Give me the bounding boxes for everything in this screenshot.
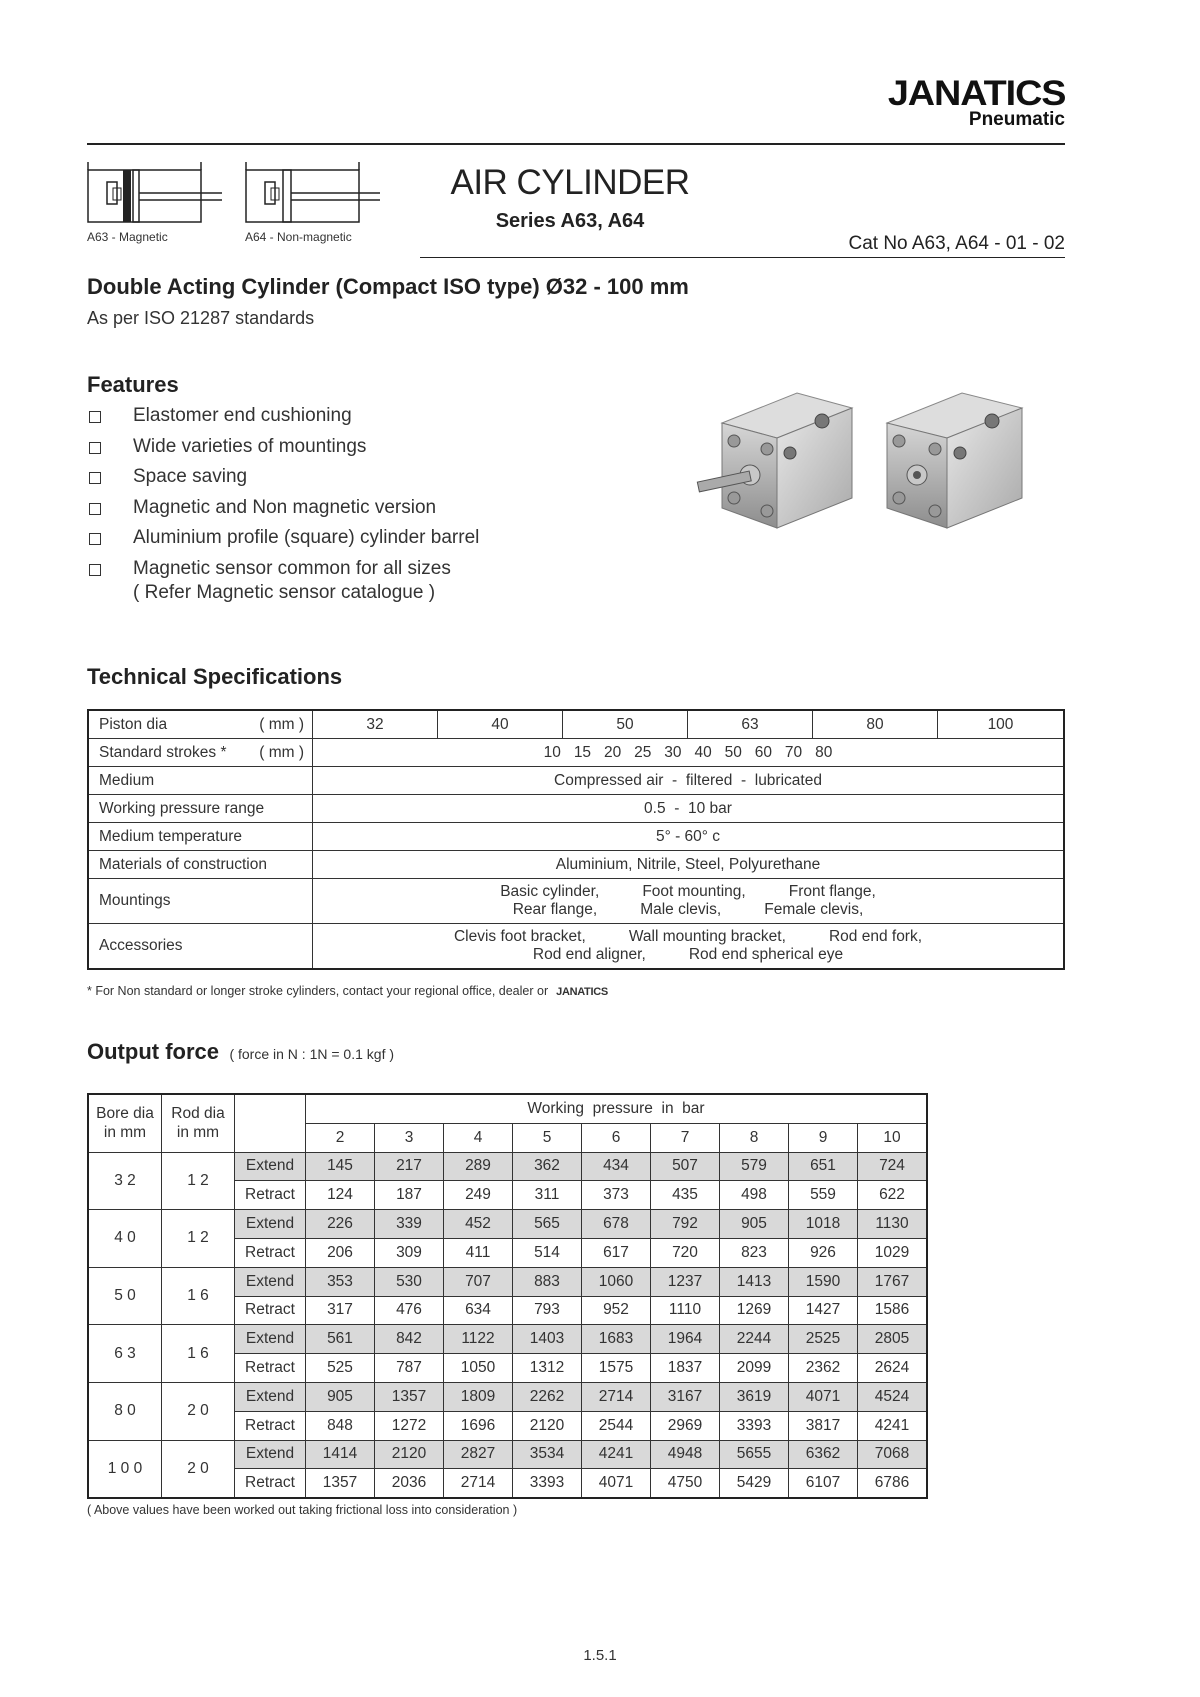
direction-header	[235, 1094, 306, 1152]
force-value-cell: 1357	[306, 1469, 375, 1498]
force-value-cell: 2714	[444, 1469, 513, 1498]
table-row	[88, 851, 1064, 879]
table-row	[88, 1325, 927, 1354]
checkbox-bullet-icon	[89, 442, 101, 454]
force-value-cell: 1029	[858, 1238, 928, 1267]
force-value-cell: 634	[444, 1296, 513, 1325]
output-title: Output force	[87, 1039, 219, 1064]
table-row	[88, 710, 1064, 739]
retract-label: Retract	[235, 1238, 306, 1267]
force-value-cell: 1018	[789, 1210, 858, 1239]
checkbox-bullet-icon	[89, 564, 101, 576]
table-cell: Basic cylinder, Foot mounting, Front flange, Rear flange, Male clevis, Female clevis,	[313, 879, 1065, 924]
force-value-cell: 651	[789, 1152, 858, 1181]
brand-mini-logo: JANATICS	[556, 986, 608, 998]
force-value-cell: 1767	[858, 1267, 928, 1296]
force-value-cell: 3393	[513, 1469, 582, 1498]
force-value-cell: 1586	[858, 1296, 928, 1325]
table-cell: 32	[313, 710, 438, 739]
title-rule	[420, 257, 1065, 258]
force-value-cell: 1110	[651, 1296, 720, 1325]
force-value-cell: 3393	[720, 1411, 789, 1440]
force-value-cell: 792	[651, 1210, 720, 1239]
force-value-cell: 2969	[651, 1411, 720, 1440]
checkbox-bullet-icon	[89, 533, 101, 545]
product-heading: Double Acting Cylinder (Compact ISO type) Ø32 - 100 mm	[87, 274, 689, 299]
checkbox-bullet-icon	[89, 503, 101, 515]
force-value-cell: 289	[444, 1152, 513, 1181]
force-value-cell: 124	[306, 1181, 375, 1210]
force-value-cell: 905	[720, 1210, 789, 1239]
standard-note: As per ISO 21287 standards	[87, 308, 315, 328]
table-cell: 10 15 20 25 30 40 50 60 70 80	[313, 739, 1065, 767]
rod-header: Rod dia in mm	[162, 1094, 235, 1152]
table-cell: 50	[563, 710, 688, 739]
rod-cell: 1 2	[162, 1152, 235, 1210]
rod-cell: 1 6	[162, 1325, 235, 1383]
pressure-col-header: 9	[789, 1123, 858, 1152]
force-value-cell: 525	[306, 1354, 375, 1383]
table-row	[88, 1210, 927, 1239]
output-force-body	[88, 1094, 927, 1498]
force-value-cell: 1837	[651, 1354, 720, 1383]
specs-title: Technical Specifications	[87, 664, 343, 689]
force-value-cell: 2827	[444, 1440, 513, 1469]
force-value-cell: 1403	[513, 1325, 582, 1354]
spec-label: Standard strokes * ( mm )	[88, 739, 313, 767]
table-cell: 5° - 60° c	[313, 823, 1065, 851]
pressure-col-header: 8	[720, 1123, 789, 1152]
non-magnetic-cylinder-symbol-icon	[245, 160, 385, 230]
spec-footnote: * For Non standard or longer stroke cylinders, contact your regional office, dealer or JANATICS	[87, 984, 608, 998]
brand-sub: Pneumatic	[968, 109, 1065, 130]
force-value-cell: 1130	[858, 1210, 928, 1239]
spec-label: Accessories	[88, 924, 313, 970]
force-value-cell: 2099	[720, 1354, 789, 1383]
force-value-cell: 1269	[720, 1296, 789, 1325]
force-value-cell: 1964	[651, 1325, 720, 1354]
table-cell: 0.5 - 10 bar	[313, 795, 1065, 823]
force-value-cell: 2120	[375, 1440, 444, 1469]
force-value-cell: 317	[306, 1296, 375, 1325]
force-value-cell: 1809	[444, 1382, 513, 1411]
spec-label: Piston dia ( mm )	[88, 710, 313, 739]
pressure-col-header: 6	[582, 1123, 651, 1152]
force-value-cell: 883	[513, 1267, 582, 1296]
checkbox-bullet-icon	[89, 472, 101, 484]
page-number: 1.5.1	[583, 1647, 617, 1664]
table-cell: 100	[938, 710, 1065, 739]
spec-label: Medium temperature	[88, 823, 313, 851]
force-value-cell: 411	[444, 1238, 513, 1267]
cylinder-product-photo	[692, 383, 1037, 558]
series-label: Series A63, A64	[495, 210, 645, 232]
force-value-cell: 1427	[789, 1296, 858, 1325]
force-value-cell: 1590	[789, 1267, 858, 1296]
force-value-cell: 3619	[720, 1382, 789, 1411]
retract-label: Retract	[235, 1354, 306, 1383]
table-cell: Clevis foot bracket, Wall mounting bracket, Rod end fork, Rod end aligner, Rod end spherical eye	[313, 924, 1065, 970]
spec-table	[87, 709, 1065, 970]
magnetic-cylinder-symbol-icon	[87, 160, 227, 230]
force-value-cell: 2262	[513, 1382, 582, 1411]
force-value-cell: 952	[582, 1296, 651, 1325]
force-value-cell: 4241	[858, 1411, 928, 1440]
extend-label: Extend	[235, 1325, 306, 1354]
symbol-caption-magnetic: A63 - Magnetic	[87, 230, 168, 244]
table-cell: 80	[813, 710, 938, 739]
bore-header: Bore dia in mm	[88, 1094, 162, 1152]
spec-label: Mountings	[88, 879, 313, 924]
force-value-cell: 1237	[651, 1267, 720, 1296]
force-value-cell: 2036	[375, 1469, 444, 1498]
force-value-cell: 1414	[306, 1440, 375, 1469]
retract-label: Retract	[235, 1469, 306, 1498]
pressure-col-header: 10	[858, 1123, 928, 1152]
force-value-cell: 435	[651, 1181, 720, 1210]
force-value-cell: 2244	[720, 1325, 789, 1354]
symbol-caption-non-magnetic: A64 - Non-magnetic	[245, 230, 352, 244]
force-value-cell: 1060	[582, 1267, 651, 1296]
force-value-cell: 4948	[651, 1440, 720, 1469]
extend-label: Extend	[235, 1267, 306, 1296]
force-value-cell: 823	[720, 1238, 789, 1267]
force-value-cell: 559	[789, 1181, 858, 1210]
force-value-cell: 2120	[513, 1411, 582, 1440]
force-value-cell: 1683	[582, 1325, 651, 1354]
force-value-cell: 926	[789, 1238, 858, 1267]
force-value-cell: 145	[306, 1152, 375, 1181]
rod-cell: 1 2	[162, 1210, 235, 1268]
force-value-cell: 5429	[720, 1469, 789, 1498]
force-value-cell: 249	[444, 1181, 513, 1210]
force-value-cell: 530	[375, 1267, 444, 1296]
spec-label: Working pressure range	[88, 795, 313, 823]
force-value-cell: 1122	[444, 1325, 513, 1354]
spec-label: Materials of construction	[88, 851, 313, 879]
bore-cell: 6 3	[88, 1325, 162, 1383]
table-cell: 63	[688, 710, 813, 739]
force-value-cell: 1696	[444, 1411, 513, 1440]
table-cell: Compressed air - filtered - lubricated	[313, 767, 1065, 795]
retract-label: Retract	[235, 1411, 306, 1440]
force-value-cell: 1050	[444, 1354, 513, 1383]
force-value-cell: 707	[444, 1267, 513, 1296]
pressure-col-header: 5	[513, 1123, 582, 1152]
extend-label: Extend	[235, 1210, 306, 1239]
brand-logo	[887, 74, 1065, 130]
force-value-cell: 4524	[858, 1382, 928, 1411]
page-title: AIR CYLINDER	[450, 163, 690, 202]
output-heading	[87, 1039, 394, 1065]
force-value-cell: 7068	[858, 1440, 928, 1469]
spec-label: Medium	[88, 767, 313, 795]
force-value-cell: 339	[375, 1210, 444, 1239]
table-row	[88, 795, 1064, 823]
symbol-non-magnetic	[245, 160, 373, 244]
force-value-cell: 848	[306, 1411, 375, 1440]
table-row	[88, 1094, 927, 1123]
pressure-col-header: 4	[444, 1123, 513, 1152]
force-value-cell: 1413	[720, 1267, 789, 1296]
pressure-col-header: 7	[651, 1123, 720, 1152]
bore-cell: 8 0	[88, 1382, 162, 1440]
force-value-cell: 2362	[789, 1354, 858, 1383]
table-row	[88, 1440, 927, 1469]
table-row	[88, 1267, 927, 1296]
pressure-col-header: 3	[375, 1123, 444, 1152]
force-value-cell: 452	[444, 1210, 513, 1239]
force-value-cell: 2544	[582, 1411, 651, 1440]
bore-cell: 1 0 0	[88, 1440, 162, 1498]
force-value-cell: 217	[375, 1152, 444, 1181]
table-cell: 40	[438, 710, 563, 739]
force-value-cell: 5655	[720, 1440, 789, 1469]
retract-label: Retract	[235, 1296, 306, 1325]
force-value-cell: 793	[513, 1296, 582, 1325]
force-value-cell: 787	[375, 1354, 444, 1383]
force-value-cell: 187	[375, 1181, 444, 1210]
force-value-cell: 3167	[651, 1382, 720, 1411]
table-row	[88, 739, 1064, 767]
force-value-cell: 226	[306, 1210, 375, 1239]
output-title-note: ( force in N : 1N = 0.1 kgf )	[229, 1046, 395, 1062]
brand-name: JANATICS	[887, 74, 1065, 113]
table-row	[88, 924, 1064, 970]
force-value-cell: 6107	[789, 1469, 858, 1498]
bore-cell: 3 2	[88, 1152, 162, 1210]
rod-cell: 2 0	[162, 1382, 235, 1440]
table-row	[88, 1152, 927, 1181]
force-value-cell: 498	[720, 1181, 789, 1210]
force-value-cell: 565	[513, 1210, 582, 1239]
sensor-note: ( Refer Magnetic sensor catalogue )	[133, 581, 436, 603]
catalogue-number: Cat No A63, A64 - 01 - 02	[848, 233, 1065, 254]
rod-cell: 2 0	[162, 1440, 235, 1498]
rod-cell: 1 6	[162, 1267, 235, 1325]
pressure-header: Working pressure in bar	[306, 1094, 928, 1123]
force-value-cell: 6362	[789, 1440, 858, 1469]
header-rule	[87, 143, 1065, 145]
force-value-cell: 373	[582, 1181, 651, 1210]
force-value-cell: 622	[858, 1181, 928, 1210]
force-value-cell: 905	[306, 1382, 375, 1411]
force-value-cell: 311	[513, 1181, 582, 1210]
extend-label: Extend	[235, 1152, 306, 1181]
force-value-cell: 678	[582, 1210, 651, 1239]
force-value-cell: 3534	[513, 1440, 582, 1469]
force-value-cell: 561	[306, 1325, 375, 1354]
force-value-cell: 579	[720, 1152, 789, 1181]
force-value-cell: 2525	[789, 1325, 858, 1354]
force-value-cell: 617	[582, 1238, 651, 1267]
force-value-cell: 1357	[375, 1382, 444, 1411]
table-row	[88, 823, 1064, 851]
features-title: Features	[87, 372, 179, 397]
extend-label: Extend	[235, 1382, 306, 1411]
table-row	[88, 767, 1064, 795]
retract-label: Retract	[235, 1181, 306, 1210]
force-value-cell: 842	[375, 1325, 444, 1354]
force-value-cell: 514	[513, 1238, 582, 1267]
force-value-cell: 1272	[375, 1411, 444, 1440]
force-value-cell: 2805	[858, 1325, 928, 1354]
table-row	[88, 1382, 927, 1411]
table-row	[88, 879, 1064, 924]
extend-label: Extend	[235, 1440, 306, 1469]
bore-cell: 4 0	[88, 1210, 162, 1268]
force-value-cell: 309	[375, 1238, 444, 1267]
force-value-cell: 720	[651, 1238, 720, 1267]
force-value-cell: 2714	[582, 1382, 651, 1411]
output-footnote: ( Above values have been worked out taking frictional loss into consideration )	[87, 1503, 518, 1517]
force-value-cell: 2624	[858, 1354, 928, 1383]
table-cell: Aluminium, Nitrile, Steel, Polyurethane	[313, 851, 1065, 879]
pressure-col-header: 2	[306, 1123, 375, 1152]
force-value-cell: 6786	[858, 1469, 928, 1498]
force-value-cell: 362	[513, 1152, 582, 1181]
symbol-magnetic	[87, 160, 215, 244]
bore-cell: 5 0	[88, 1267, 162, 1325]
force-value-cell: 507	[651, 1152, 720, 1181]
checkbox-bullet-icon	[89, 411, 101, 423]
force-value-cell: 724	[858, 1152, 928, 1181]
force-value-cell: 1312	[513, 1354, 582, 1383]
force-value-cell: 4071	[789, 1382, 858, 1411]
force-value-cell: 1575	[582, 1354, 651, 1383]
force-value-cell: 353	[306, 1267, 375, 1296]
force-value-cell: 4241	[582, 1440, 651, 1469]
output-force-table	[87, 1093, 928, 1499]
force-value-cell: 4750	[651, 1469, 720, 1498]
force-value-cell: 4071	[582, 1469, 651, 1498]
force-value-cell: 3817	[789, 1411, 858, 1440]
force-value-cell: 206	[306, 1238, 375, 1267]
force-value-cell: 434	[582, 1152, 651, 1181]
force-value-cell: 476	[375, 1296, 444, 1325]
